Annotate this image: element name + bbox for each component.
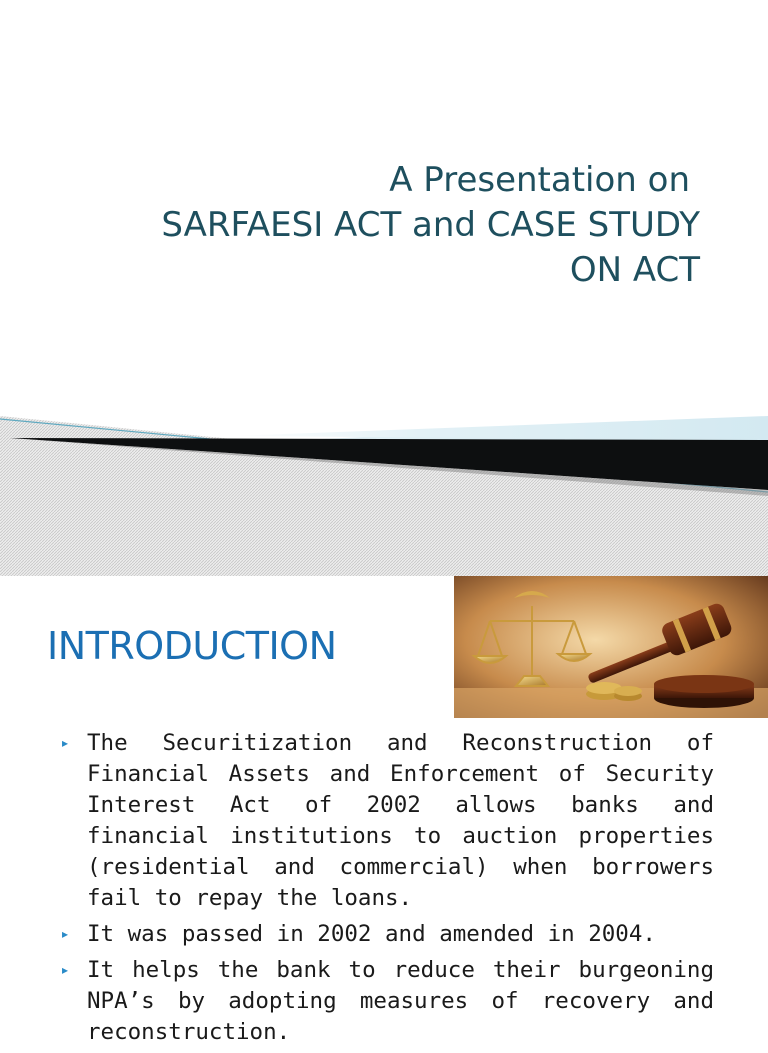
intro-heading: INTRODUCTION: [47, 624, 337, 668]
list-item: [60, 728, 714, 914]
decorative-band: [0, 410, 768, 576]
gavel-and-scales-picture: [454, 576, 768, 718]
slide-title: [20, 158, 700, 293]
bullet-arrow-icon: ▸: [62, 963, 69, 977]
list-item: [60, 955, 714, 1048]
title-line-2: SARFAESI ACT and CASE STUDY: [161, 205, 700, 245]
sound-block-icon: [654, 675, 754, 708]
bullet-text: The Securitization and Reconstruction of Financial Assets and Enforcement of Security Interest Act of 2002 allows banks and financial institutions to auction properties (residential and commercial) when borrowers fail to repay the loans.: [87, 730, 714, 911]
bullet-text: It helps the bank to reduce their burgeoning NPA’s by adopting measures of recovery and reconstruction.: [87, 957, 714, 1045]
list-item: [60, 919, 714, 950]
title-line-3: ON ACT: [569, 250, 700, 290]
bullet-arrow-icon: ▸: [62, 736, 69, 750]
bullet-text: It was passed in 2002 and amended in 2004.: [87, 921, 656, 947]
bullet-arrow-icon: ▸: [62, 927, 69, 941]
introduction-slide: [0, 576, 768, 1045]
bullet-list: [60, 728, 714, 1053]
title-line-1: A Presentation on: [389, 160, 690, 200]
